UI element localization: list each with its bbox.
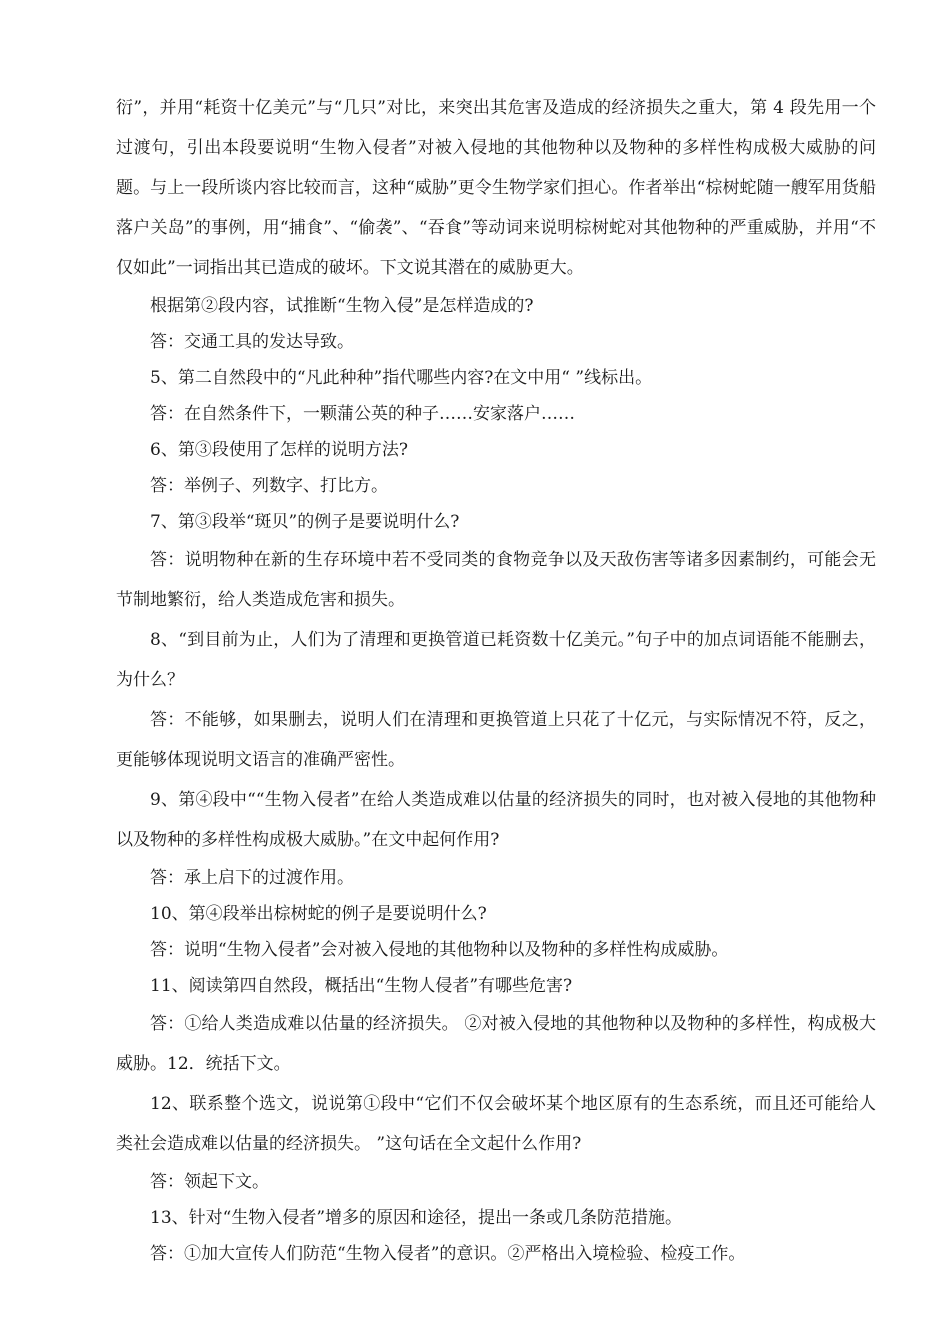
analysis-paragraph: 衍”，并用“耗资十亿美元”与“几只”对比，来突出其危害及造成的经济损失之重大，第 4 段先用一个过渡句，引出本段要说明“生物入侵者”对被入侵地的其他物种以及物种的多样性构成极大威胁的问题。与上一段所谈内容比较而言，这种“威胁”更令生物学家们担心。作者举出“棕树蛇随一艘军用货船落户关岛”的事例，用“捕食”、“偷袭”、“吞食”等动词来说明棕树蛇对其他物种的严重威胁，并用“不仅如此”一词指出其已造成的破坏。下文说其潜在的威胁更大。 bbox=[116, 98, 876, 278]
question-6: 6、第③段使用了怎样的说明方法? bbox=[150, 440, 408, 460]
question-7: 7、第③段举“斑贝”的例子是要说明什么? bbox=[150, 512, 460, 532]
answer-text: 答：交通工具的发达导致。 bbox=[150, 332, 354, 352]
answer-10: 答：说明“生物入侵者”会对被入侵地的其他物种以及物种的多样性构成威胁。 bbox=[150, 940, 729, 960]
answer-7: 答：说明物种在新的生存环境中若不受同类的食物竞争以及天敌伤害等诸多因素制约，可能会无节制地繁衍，给人类造成危害和损失。 bbox=[116, 550, 876, 610]
answer-6: 答：举例子、列数字、打比方。 bbox=[150, 476, 388, 496]
answer-12: 答：领起下文。 bbox=[150, 1172, 269, 1192]
answer-8: 答：不能够，如果删去，说明人们在清理和更换管道上只花了十亿元，与实际情况不符，反之，更能够体现说明文语言的准确严密性。 bbox=[116, 710, 876, 770]
answer-13: 答：①加大宣传人们防范“生物入侵者”的意识。②严格出入境检验、检疫工作。 bbox=[150, 1244, 746, 1264]
question-12: 12、联系整个选文，说说第①段中“它们不仅会破坏某个地区原有的生态系统，而且还可能给人类社会造成难以估量的经济损失。 ”这句话在全文起什么作用? bbox=[116, 1094, 876, 1154]
answer-5: 答：在自然条件下，一颗蒲公英的种子……安家落户…… bbox=[150, 404, 575, 424]
question-5: 5、第二自然段中的“凡此种种”指代哪些内容?在文中用“ ”线标出。 bbox=[150, 368, 653, 388]
question-10: 10、第④段举出棕树蛇的例子是要说明什么? bbox=[150, 904, 487, 924]
question-11: 11、阅读第四自然段，概括出“生物人侵者”有哪些危害? bbox=[150, 976, 573, 996]
question-text: 根据第②段内容，试推断“生物入侵”是怎样造成的? bbox=[150, 296, 534, 316]
answer-11: 答：①给人类造成难以估量的经济损失。 ②对被入侵地的其他物种以及物种的多样性，构成极大威胁。12．统括下文。 bbox=[116, 1014, 876, 1074]
question-8: 8、“到目前为止，人们为了清理和更换管道已耗资数十亿美元。”句子中的加点词语能不能删去，为什么？ bbox=[116, 630, 876, 690]
question-13: 13、针对“生物入侵者”增多的原因和途径，提出一条或几条防范措施。 bbox=[150, 1208, 683, 1228]
answer-9: 答：承上启下的过渡作用。 bbox=[150, 868, 354, 888]
question-9: 9、第④段中““生物入侵者”在给人类造成难以估量的经济损失的同时，也对被入侵地的其他物种以及物种的多样性构成极大威胁。”在文中起何作用? bbox=[116, 790, 876, 850]
